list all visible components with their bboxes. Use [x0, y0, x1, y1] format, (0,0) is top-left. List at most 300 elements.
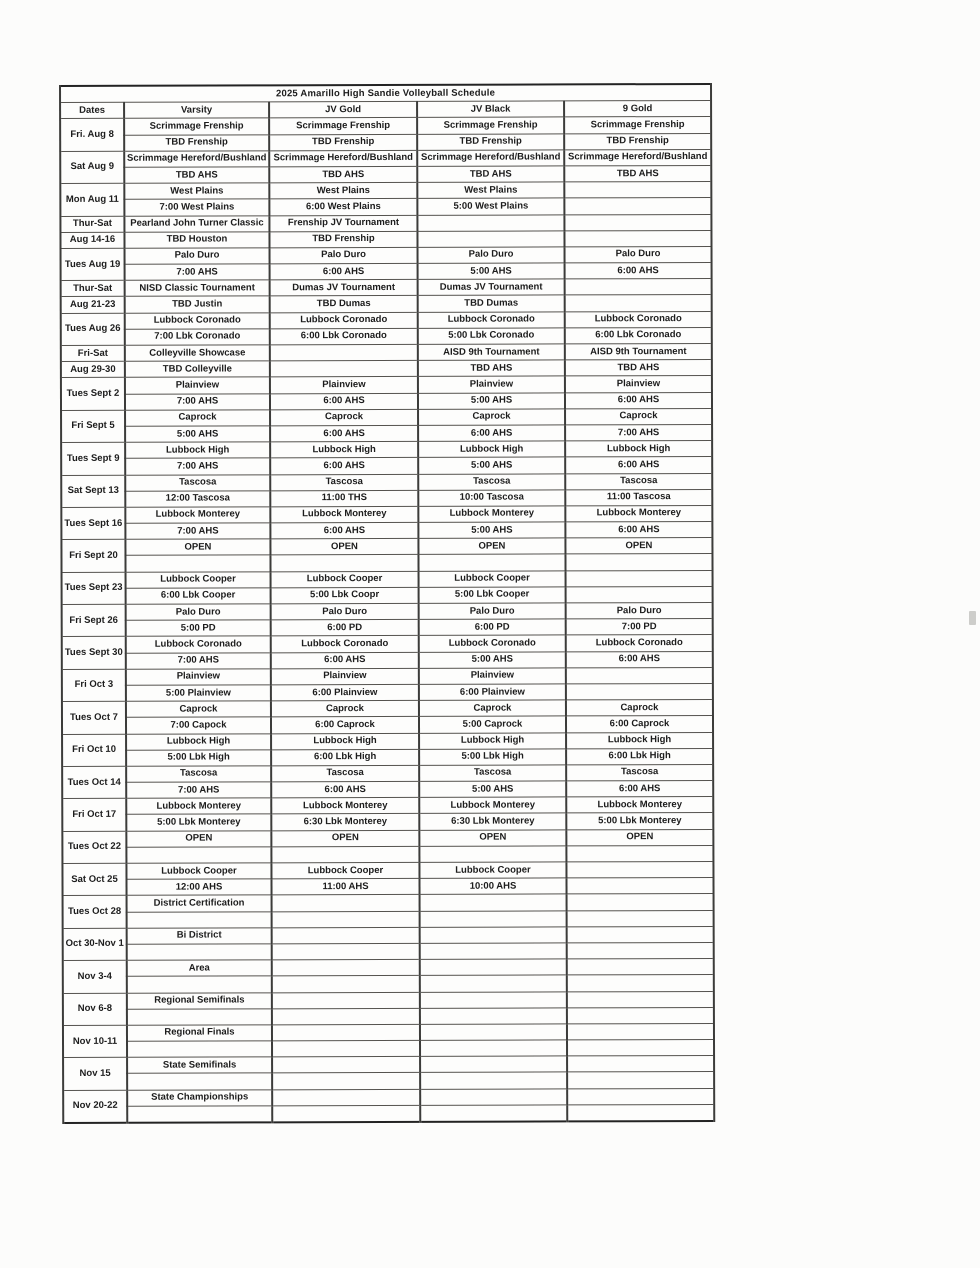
time-cell: TBD AHS	[565, 360, 712, 377]
time-cell: 5:00 AHS	[418, 263, 565, 280]
date-cell: Fri Sept 26	[62, 604, 126, 637]
time-cell: 6:30 Lbk Monterey	[419, 813, 566, 830]
empty-cell	[567, 1072, 714, 1089]
time-cell: TBD Justin	[125, 296, 270, 313]
time-cell: 7:00 AHS	[125, 393, 270, 410]
empty-cell	[125, 555, 270, 572]
empty-cell	[565, 279, 712, 296]
table-row	[60, 182, 711, 200]
time-cell: 5:00 Lbk Coronado	[418, 328, 565, 345]
table-row	[61, 424, 712, 442]
opponent-cell: Lubbock Coronado	[419, 635, 566, 652]
opponent-cell: Lubbock Coronado	[270, 312, 418, 329]
opponent-cell: OPEN	[270, 539, 418, 556]
empty-cell	[420, 1089, 567, 1106]
time-cell: 6:00 AHS	[270, 522, 418, 539]
date-cell: Tues Sept 2	[61, 378, 125, 411]
opponent-cell: Caprock	[566, 700, 713, 717]
opponent-cell: Lubbock Cooper	[126, 571, 271, 588]
time-cell: 12:00 Tascosa	[125, 491, 270, 508]
date-cell: Nov 10-11	[63, 1025, 127, 1058]
time-cell: 12:00 AHS	[126, 879, 271, 896]
table-row	[63, 1056, 714, 1074]
table-row	[60, 214, 711, 232]
table-row	[63, 1088, 714, 1106]
opponent-cell: Plainview	[126, 669, 271, 686]
time-cell: 7:00 AHS	[125, 264, 270, 281]
opponent-cell: OPEN	[418, 538, 565, 555]
time-cell: 6:00 Lbk Cooper	[126, 588, 271, 605]
opponent-cell: Scrimmage Hereford/Bushland	[124, 151, 269, 168]
time-cell: 6:00 AHS	[271, 652, 419, 669]
opponent-cell: Lubbock Monterey	[126, 798, 271, 815]
table-row	[62, 748, 713, 766]
opponent-cell: Lubbock Coronado	[271, 636, 419, 653]
opponent-cell: Caprock	[419, 700, 566, 717]
time-cell: 11:00 AHS	[271, 879, 419, 896]
time-cell: TBD Colleyville	[125, 361, 270, 378]
table-row	[61, 538, 712, 556]
empty-cell	[420, 1040, 567, 1057]
time-cell: 6:00 PD	[271, 620, 419, 637]
empty-cell	[567, 1023, 714, 1040]
opponent-cell: Lubbock High	[126, 733, 271, 750]
time-cell: 6:00 AHS	[418, 425, 565, 442]
time-cell: 6:00 PD	[419, 619, 566, 636]
empty-cell	[417, 214, 564, 231]
empty-cell	[567, 991, 714, 1008]
date-cell: Tues Oct 7	[62, 701, 126, 734]
time-cell: 6:00 Caprock	[566, 716, 713, 733]
opponent-cell: Lubbock Coronado	[125, 312, 270, 329]
opponent-cell: Palo Duro	[126, 604, 271, 621]
time-cell: 6:00 Lbk High	[566, 748, 713, 765]
opponent-cell: Lubbock High	[419, 732, 566, 749]
table-row	[61, 392, 712, 410]
table-row	[62, 635, 713, 653]
opponent-cell: Lubbock Monterey	[565, 505, 712, 522]
opponent-cell: Palo Duro	[565, 246, 712, 263]
table-row	[61, 457, 712, 475]
empty-cell	[567, 1007, 714, 1024]
date-cell: Aug 29-30	[61, 361, 125, 377]
empty-cell	[567, 975, 714, 992]
date-cell: Mon Aug 11	[60, 183, 124, 216]
opponent-cell: Palo Duro	[419, 603, 566, 620]
empty-cell	[566, 878, 713, 895]
opponent-cell: Plainview	[271, 668, 419, 685]
opponent-cell: Tascosa	[271, 765, 419, 782]
empty-cell	[272, 1024, 420, 1041]
date-cell: Sat Aug 9	[60, 151, 124, 184]
time-cell: 7:00 AHS	[126, 782, 271, 799]
date-cell: Fri Oct 3	[62, 669, 126, 702]
empty-cell	[417, 231, 564, 248]
time-cell: TBD Frenship	[417, 133, 564, 150]
date-cell: Tues Sept 9	[61, 442, 125, 475]
table-row	[62, 861, 713, 879]
date-cell: Tues Aug 19	[61, 248, 125, 281]
opponent-cell: Scrimmage Hereford/Bushland	[269, 150, 417, 167]
opponent-cell: Regional Semifinals	[127, 992, 272, 1009]
date-cell: Tues Oct 14	[62, 766, 126, 799]
opponent-cell: Tascosa	[126, 766, 271, 783]
empty-cell	[127, 1041, 272, 1058]
date-cell: Fri Sept 5	[61, 410, 125, 443]
date-cell: Tues Sept 30	[62, 637, 126, 670]
empty-cell	[420, 1008, 567, 1025]
opponent-cell: Caprock	[271, 700, 419, 717]
table-row	[60, 133, 711, 151]
empty-cell	[272, 976, 420, 993]
empty-cell	[126, 847, 271, 864]
opponent-cell: Caprock	[565, 408, 712, 425]
date-cell: Fri-Sat	[61, 345, 125, 361]
opponent-cell: Tascosa	[419, 765, 566, 782]
time-cell: 6:00 AHS	[270, 425, 418, 442]
opponent-cell: Tascosa	[270, 474, 418, 491]
opponent-cell: Plainview	[419, 668, 566, 685]
date-cell: Sat Sept 13	[61, 475, 125, 508]
date-cell: Nov 20-22	[63, 1090, 127, 1123]
opponent-cell: Lubbock High	[565, 441, 712, 458]
opponent-cell: Palo Duro	[271, 603, 419, 620]
table-row	[61, 522, 712, 540]
date-cell: Tues Oct 22	[62, 831, 126, 864]
opponent-cell: Lubbock Monterey	[566, 797, 713, 814]
time-cell: 7:00 AHS	[565, 424, 712, 441]
time-cell: 6:00 AHS	[270, 458, 418, 475]
empty-cell	[271, 846, 419, 863]
table-row	[61, 295, 712, 313]
time-cell: 7:00 AHS	[125, 458, 270, 475]
opponent-cell: Pearland John Turner Classic	[124, 215, 269, 232]
opponent-cell: Lubbock Cooper	[419, 571, 566, 588]
empty-cell	[420, 910, 567, 927]
opponent-cell: Plainview	[565, 376, 712, 393]
time-cell: 6:00 Lbk Coronado	[565, 327, 712, 344]
opponent-cell: Lubbock High	[271, 733, 419, 750]
opponent-cell: Tascosa	[565, 473, 712, 490]
empty-cell	[420, 894, 567, 911]
opponent-cell: Lubbock Cooper	[271, 862, 419, 879]
opponent-cell: Plainview	[418, 376, 565, 393]
table-row	[61, 473, 712, 491]
time-cell: 5:00 AHS	[418, 457, 565, 474]
table-row	[62, 683, 713, 701]
empty-cell	[272, 1105, 420, 1122]
opponent-cell: Plainview	[270, 377, 418, 394]
empty-cell	[566, 861, 713, 878]
table-row	[62, 651, 713, 669]
table-row	[61, 327, 712, 345]
table-row	[63, 975, 714, 993]
column-header-jv-black: JV Black	[417, 101, 564, 118]
date-cell: Nov 3-4	[63, 960, 127, 993]
opponent-cell: Bi District	[127, 928, 272, 945]
empty-cell	[272, 992, 420, 1009]
time-cell: TBD AHS	[269, 166, 417, 183]
empty-cell	[420, 1056, 567, 1073]
empty-cell	[567, 894, 714, 911]
empty-cell	[272, 1057, 420, 1074]
opponent-cell: West Plains	[269, 182, 417, 199]
empty-cell	[567, 942, 714, 959]
opponent-cell: State Semifinals	[127, 1057, 272, 1074]
date-cell: Oct 30-Nov 1	[63, 928, 127, 961]
table-row	[63, 910, 714, 928]
opponent-cell: Scrimmage Hereford/Bushland	[417, 150, 564, 167]
empty-cell	[420, 1072, 567, 1089]
table-row	[62, 845, 713, 863]
time-cell: 5:00 AHS	[125, 426, 270, 443]
date-cell: Fri Oct 17	[62, 799, 126, 832]
empty-cell	[564, 214, 711, 231]
opponent-cell: Area	[127, 960, 272, 977]
empty-cell	[567, 1056, 714, 1073]
opponent-cell: West Plains	[124, 183, 269, 200]
empty-cell	[564, 182, 711, 199]
opponent-cell: Lubbock Coronado	[126, 636, 271, 653]
table-row	[60, 149, 711, 167]
table-row	[63, 1072, 714, 1090]
table-row	[60, 230, 711, 248]
date-cell: Tues Sept 16	[61, 507, 125, 540]
page-title: 2025 Amarillo High Sandie Volleyball Schedule	[60, 84, 711, 103]
table-row	[62, 602, 713, 620]
empty-cell	[420, 991, 567, 1008]
time-cell: 6:00 Lbk High	[271, 749, 419, 766]
opponent-cell: Lubbock High	[566, 732, 713, 749]
time-cell: 6:00 Plainview	[271, 684, 419, 701]
opponent-cell: Tascosa	[418, 473, 565, 490]
table-row	[61, 408, 712, 426]
date-cell: Fri Sept 20	[61, 540, 125, 573]
title-row	[60, 84, 711, 103]
time-cell: 6:00 AHS	[565, 457, 712, 474]
table-row	[63, 926, 714, 944]
table-row	[62, 764, 713, 782]
empty-cell	[567, 926, 714, 943]
opponent-cell: Caprock	[270, 409, 418, 426]
opponent-cell: Dumas JV Tournament	[418, 279, 565, 296]
time-cell: 5:00 Lbk Coopr	[271, 587, 419, 604]
empty-cell	[127, 1073, 272, 1090]
empty-cell	[420, 975, 567, 992]
time-cell: 6:00 AHS	[270, 393, 418, 410]
empty-cell	[127, 976, 272, 993]
opponent-cell: Lubbock High	[125, 442, 270, 459]
time-cell: 5:00 AHS	[418, 522, 565, 539]
time-cell: 5:00 AHS	[419, 781, 566, 798]
time-cell: TBD Frenship	[269, 231, 417, 248]
opponent-cell: Lubbock Coronado	[565, 311, 712, 328]
opponent-cell: Lubbock Cooper	[271, 571, 419, 588]
time-cell: TBD Frenship	[124, 134, 269, 151]
table-row	[63, 1104, 714, 1123]
empty-cell	[272, 1089, 420, 1106]
schedule-table	[59, 83, 715, 1124]
time-cell: TBD AHS	[564, 165, 711, 182]
opponent-cell: Lubbock Monterey	[271, 798, 419, 815]
table-row	[63, 1007, 714, 1025]
table-row	[62, 781, 713, 799]
table-row	[63, 894, 714, 912]
opponent-cell: Scrimmage Hereford/Bushland	[564, 149, 711, 166]
empty-cell	[420, 1105, 567, 1122]
time-cell: 7:00 PD	[566, 619, 713, 636]
scan-artifact	[969, 611, 976, 625]
opponent-cell: Caprock	[126, 701, 271, 718]
opponent-cell: State Championships	[127, 1089, 272, 1106]
table-row	[63, 959, 714, 977]
empty-cell	[127, 911, 272, 928]
time-cell: TBD Frenship	[269, 134, 417, 151]
date-cell: Tues Aug 26	[61, 313, 125, 346]
date-cell: Thur-Sat	[61, 281, 125, 297]
time-cell: 5:00 Lbk Monterey	[566, 813, 713, 830]
opponent-cell: Dumas JV Tournament	[270, 280, 418, 297]
opponent-cell: Scrimmage Frenship	[417, 117, 564, 134]
date-cell: Aug 21-23	[61, 297, 125, 313]
empty-cell	[270, 555, 418, 572]
opponent-cell: Frenship JV Tournament	[269, 215, 417, 232]
time-cell: 7:00 AHS	[126, 652, 271, 669]
column-header-dates: Dates	[60, 102, 124, 118]
opponent-cell: AISD 9th Tournament	[565, 343, 712, 360]
empty-cell	[272, 1008, 420, 1025]
time-cell: 7:00 Lbk Coronado	[125, 329, 270, 346]
empty-cell	[272, 895, 420, 912]
empty-cell	[566, 570, 713, 587]
empty-cell	[564, 230, 711, 247]
schedule-table-wrap	[59, 83, 713, 1124]
date-cell: Aug 14-16	[60, 232, 124, 248]
time-cell: 7:00 AHS	[125, 523, 270, 540]
empty-cell	[272, 943, 420, 960]
table-row	[61, 360, 712, 378]
time-cell: 6:00 Lbk Coronado	[270, 328, 418, 345]
column-header-varsity: Varsity	[124, 102, 269, 119]
time-cell: TBD Dumas	[418, 295, 565, 312]
opponent-cell: Tascosa	[566, 764, 713, 781]
table-row	[63, 1023, 714, 1041]
date-cell: Fri. Aug 8	[60, 119, 124, 152]
time-cell: 5:00 AHS	[418, 392, 565, 409]
column-header-jv-gold: JV Gold	[269, 102, 417, 119]
opponent-cell: Plainview	[125, 377, 270, 394]
date-cell: Tues Oct 28	[63, 896, 127, 929]
column-header-9-gold: 9 Gold	[564, 101, 711, 118]
date-cell: Thur-Sat	[60, 216, 124, 232]
opponent-cell: OPEN	[419, 830, 566, 847]
opponent-cell: Lubbock Cooper	[126, 863, 271, 880]
opponent-cell: Lubbock High	[418, 441, 565, 458]
table-row	[63, 1040, 714, 1058]
opponent-cell: NISD Classic Tournament	[125, 280, 270, 297]
empty-cell	[418, 554, 565, 571]
time-cell: 6:00 AHS	[566, 781, 713, 798]
opponent-cell: Palo Duro	[418, 247, 565, 264]
table-row	[61, 311, 712, 329]
date-cell: Tues Sept 23	[62, 572, 126, 605]
table-row	[61, 246, 712, 264]
opponent-cell: Tascosa	[125, 474, 270, 491]
header-row	[60, 101, 711, 119]
time-cell: 5:00 West Plains	[417, 198, 564, 215]
empty-cell	[272, 927, 420, 944]
empty-cell	[270, 361, 418, 378]
opponent-cell: Lubbock Cooper	[419, 862, 566, 879]
empty-cell	[566, 683, 713, 700]
table-row	[62, 797, 713, 815]
empty-cell	[127, 944, 272, 961]
table-row	[62, 829, 713, 847]
table-row	[62, 619, 713, 637]
empty-cell	[420, 959, 567, 976]
table-row	[61, 263, 712, 281]
opponent-cell: Lubbock Monterey	[125, 507, 270, 524]
time-cell: 10:00 AHS	[419, 878, 566, 895]
time-cell: 7:00 Capock	[126, 717, 271, 734]
empty-cell	[565, 295, 712, 312]
time-cell: 6:00 AHS	[271, 781, 419, 798]
table-row	[60, 165, 711, 183]
time-cell: 6:00 AHS	[565, 522, 712, 539]
table-row	[62, 732, 713, 750]
table-row	[61, 376, 712, 394]
table-row	[62, 570, 713, 588]
opponent-cell: Palo Duro	[270, 247, 418, 264]
opponent-cell: OPEN	[126, 830, 271, 847]
empty-cell	[566, 845, 713, 862]
empty-cell	[272, 911, 420, 928]
opponent-cell: Palo Duro	[566, 602, 713, 619]
empty-cell	[272, 1073, 420, 1090]
time-cell: 10:00 Tascosa	[418, 490, 565, 507]
table-row	[63, 942, 714, 960]
empty-cell	[567, 1040, 714, 1057]
time-cell: 6:00 Plainview	[419, 684, 566, 701]
opponent-cell: Lubbock Coronado	[566, 635, 713, 652]
time-cell: 6:00 Caprock	[271, 717, 419, 734]
time-cell: 6:00 AHS	[566, 651, 713, 668]
opponent-cell: Colleyville Showcase	[125, 345, 270, 362]
opponent-cell: Lubbock High	[270, 441, 418, 458]
table-row	[61, 489, 712, 507]
table-row	[62, 667, 713, 685]
date-cell: Sat Oct 25	[62, 863, 126, 896]
time-cell: 7:00 West Plains	[124, 199, 269, 216]
empty-cell	[127, 1106, 272, 1123]
empty-cell	[419, 846, 566, 863]
empty-cell	[420, 927, 567, 944]
opponent-cell: Lubbock Monterey	[418, 506, 565, 523]
empty-cell	[567, 1104, 714, 1121]
time-cell: TBD Frenship	[564, 133, 711, 150]
empty-cell	[565, 554, 712, 571]
date-cell: Fri Oct 10	[62, 734, 126, 767]
table-row	[61, 441, 712, 459]
table-row	[61, 343, 712, 361]
opponent-cell: OPEN	[565, 538, 712, 555]
empty-cell	[567, 910, 714, 927]
empty-cell	[567, 959, 714, 976]
time-cell: 11:00 Tascosa	[565, 489, 712, 506]
empty-cell	[127, 1009, 272, 1026]
opponent-cell: AISD 9th Tournament	[418, 344, 565, 361]
empty-cell	[564, 198, 711, 215]
